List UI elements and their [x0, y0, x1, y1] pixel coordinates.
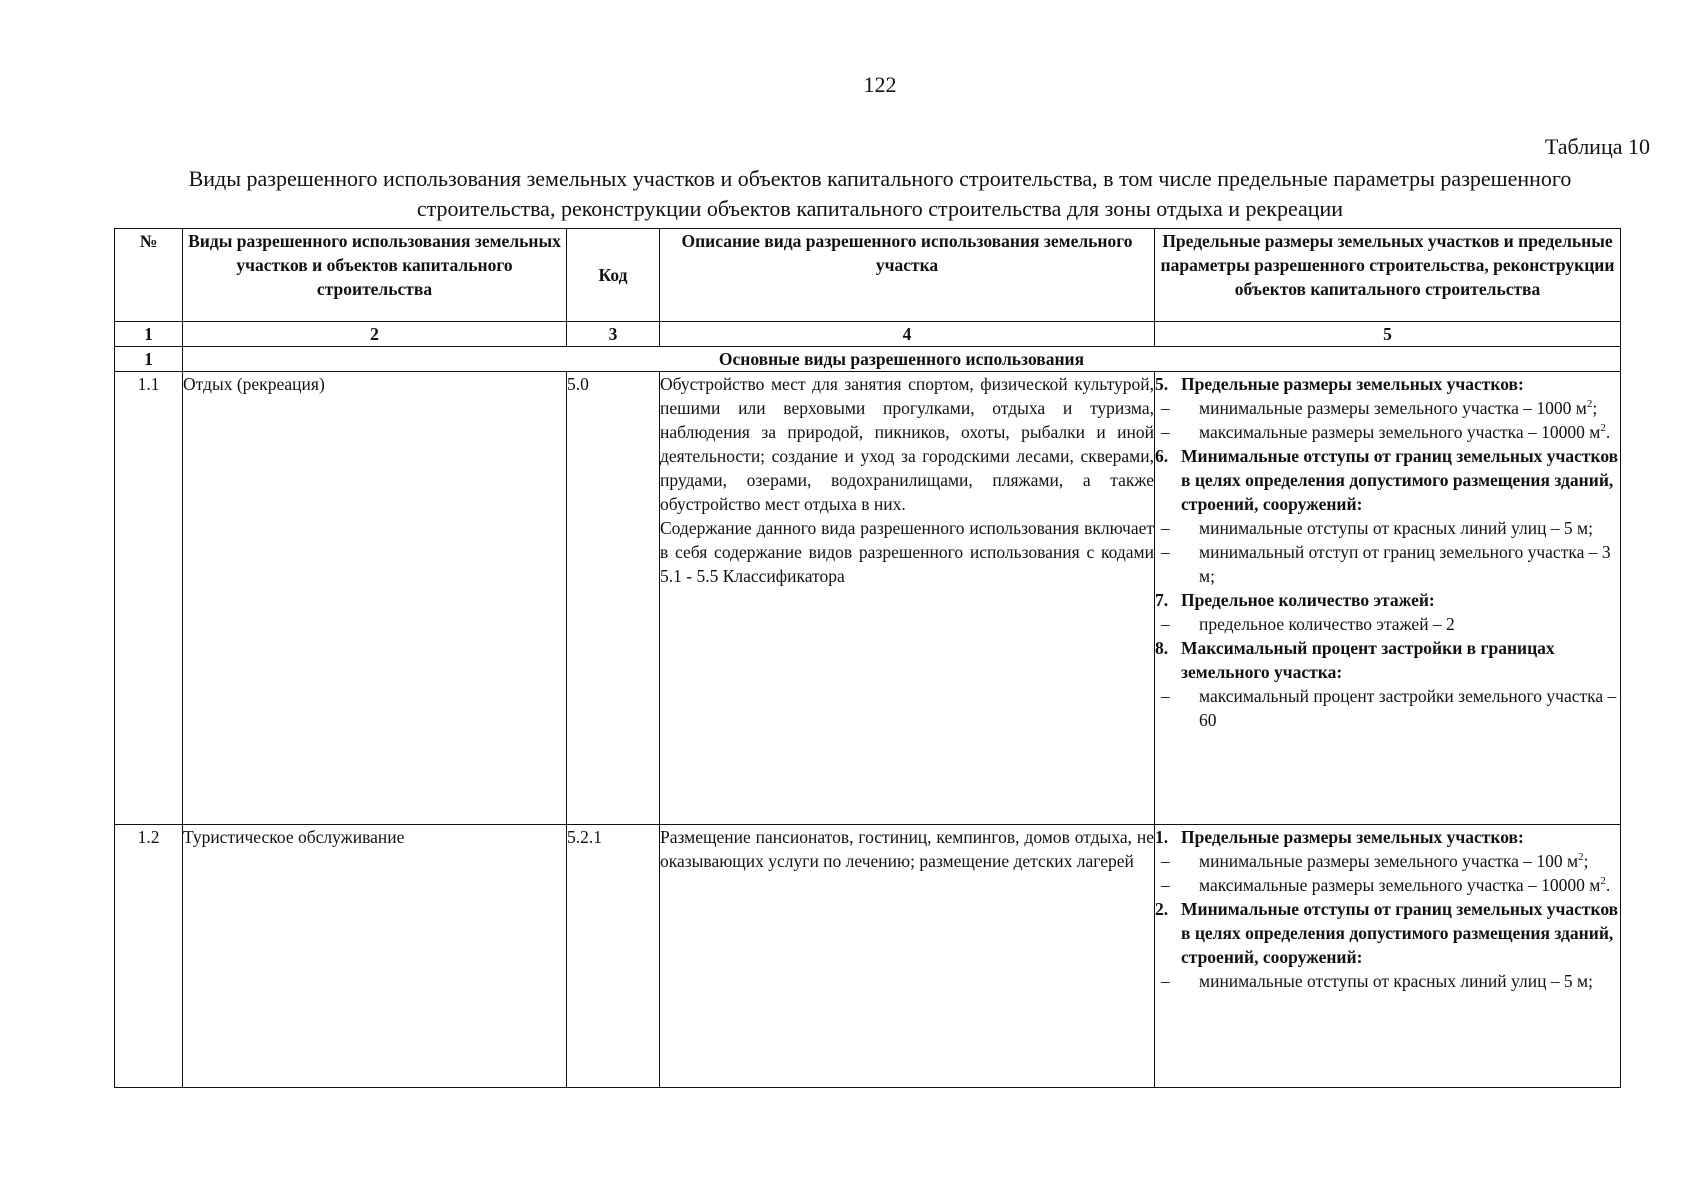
param-item-text: максимальные размеры земельного участка – 10000 $м^2$.	[1199, 422, 1611, 442]
land-use-table	[114, 228, 1621, 1088]
param-title	[1155, 825, 1620, 849]
row-params	[1155, 372, 1621, 825]
dash-bullet: –	[1161, 542, 1170, 562]
param-number: 5.	[1155, 374, 1169, 394]
row-number: 1.2	[115, 825, 183, 1088]
dash-bullet: –	[1161, 614, 1170, 634]
param-item-text: минимальные размеры земельного участка – 1000 $м^2$;	[1199, 398, 1598, 418]
param-item	[1155, 540, 1620, 588]
param-title-text: Предельные размеры земельных участков:	[1181, 374, 1524, 394]
param-number: 6.	[1155, 446, 1169, 466]
param-group	[1155, 897, 1620, 993]
param-group	[1155, 636, 1620, 732]
row-code: 5.2.1	[567, 825, 660, 1088]
description-paragraph: Размещение пансионатов, гостиниц, кемпингов, домов отдыха, не оказывающих услуги по лечению; размещение детских лагерей	[660, 827, 1154, 871]
param-title	[1155, 588, 1620, 612]
param-number: 2.	[1155, 899, 1169, 919]
param-item	[1155, 684, 1620, 732]
param-group	[1155, 825, 1620, 897]
header-no: №	[115, 229, 183, 322]
table-label: Таблица 10	[1544, 134, 1650, 159]
header-description: Описание вида разрешенного использования земельного участка	[660, 229, 1155, 322]
param-title	[1155, 444, 1620, 516]
param-item	[1155, 420, 1620, 444]
param-item-text: предельное количество этажей – 2	[1199, 614, 1455, 634]
header-type: Виды разрешенного использования земельных участков и объектов капитального строительства	[183, 229, 567, 322]
param-title-text: Предельные размеры земельных участков:	[1181, 827, 1524, 847]
param-group	[1155, 372, 1620, 444]
param-item	[1155, 396, 1620, 420]
table-row	[115, 825, 1621, 1088]
header-code: Код	[567, 229, 660, 322]
param-number: 1.	[1155, 827, 1169, 847]
document-title: Виды разрешенного использования земельных участков и объектов капитального строительства, в том числе предельные параметры разрешенного строительства, реконструкции объектов капитального строительства для зоны отдыха и рекреации	[188, 166, 1572, 221]
param-title-text: Минимальные отступы от границ земельных участков в целях определения допустимого размещения зданий, строений, сооружений:	[1181, 446, 1619, 514]
row-type: Отдых (рекреация)	[183, 372, 567, 825]
param-item	[1155, 873, 1620, 897]
description-paragraph: Содержание данного вида разрешенного использования включает в себя содержание видов разрешенного использования с кодами 5.1 - 5.5 Классификатора	[660, 518, 1154, 586]
dash-bullet: –	[1161, 422, 1170, 442]
row-number: 1.1	[115, 372, 183, 825]
param-item-text: минимальные размеры земельного участка – 100 $м^2$;	[1199, 851, 1589, 871]
param-item-text: минимальный отступ от границ земельного участка – 3 м;	[1199, 542, 1611, 586]
section-row	[115, 347, 1621, 372]
description-paragraph: Обустройство мест для занятия спортом, физической культурой, пешими или верховыми прогулками, отдыха и туризма, наблюдения за природой, пикников, охоты, рыбалки и иной деятельности; создание и уход за городскими лесами, скверами, прудами, озерами, водохранилищами, пляжами, а также обустройство мест отдыха в них.	[660, 374, 1154, 514]
param-item-text: минимальные отступы от красных линий улиц – 5 м;	[1199, 971, 1593, 991]
dash-bullet: –	[1161, 875, 1170, 895]
param-item-text: максимальные размеры земельного участка – 10000 $м^2$.	[1199, 875, 1611, 895]
param-group	[1155, 444, 1620, 588]
column-number: 3	[567, 322, 660, 347]
column-number: 1	[115, 322, 183, 347]
row-description	[660, 372, 1155, 825]
param-title	[1155, 636, 1620, 684]
column-number: 2	[183, 322, 567, 347]
section-number: 1	[115, 347, 183, 372]
column-number: 5	[1155, 322, 1621, 347]
dash-bullet: –	[1161, 851, 1170, 871]
param-item-text: максимальный процент застройки земельного участка – 60	[1199, 686, 1617, 730]
page-number: 122	[863, 72, 897, 97]
param-title-text: Минимальные отступы от границ земельных участков в целях определения допустимого размещения зданий, строений, сооружений:	[1181, 899, 1619, 967]
header-row	[115, 229, 1621, 322]
row-params	[1155, 825, 1621, 1088]
column-number-row	[115, 322, 1621, 347]
param-item	[1155, 516, 1620, 540]
param-group	[1155, 588, 1620, 636]
param-item	[1155, 612, 1620, 636]
dash-bullet: –	[1161, 518, 1170, 538]
param-item	[1155, 849, 1620, 873]
table-row	[115, 372, 1621, 825]
column-number: 4	[660, 322, 1155, 347]
row-description	[660, 825, 1155, 1088]
param-item	[1155, 969, 1620, 993]
header-params: Предельные размеры земельных участков и предельные параметры разрешенного строительства, реконструкции объектов капитального строительства	[1155, 229, 1621, 322]
dash-bullet: –	[1161, 686, 1170, 706]
param-title	[1155, 372, 1620, 396]
dash-bullet: –	[1161, 971, 1170, 991]
param-item-text: минимальные отступы от красных линий улиц – 5 м;	[1199, 518, 1593, 538]
param-title-text: Максимальный процент застройки в границах земельного участка:	[1181, 638, 1555, 682]
dash-bullet: –	[1161, 398, 1170, 418]
param-title-text: Предельное количество этажей:	[1181, 590, 1435, 610]
row-code: 5.0	[567, 372, 660, 825]
row-type: Туристическое обслуживание	[183, 825, 567, 1088]
param-number: 8.	[1155, 638, 1169, 658]
param-number: 7.	[1155, 590, 1169, 610]
param-title	[1155, 897, 1620, 969]
section-title: Основные виды разрешенного использования	[183, 347, 1621, 372]
